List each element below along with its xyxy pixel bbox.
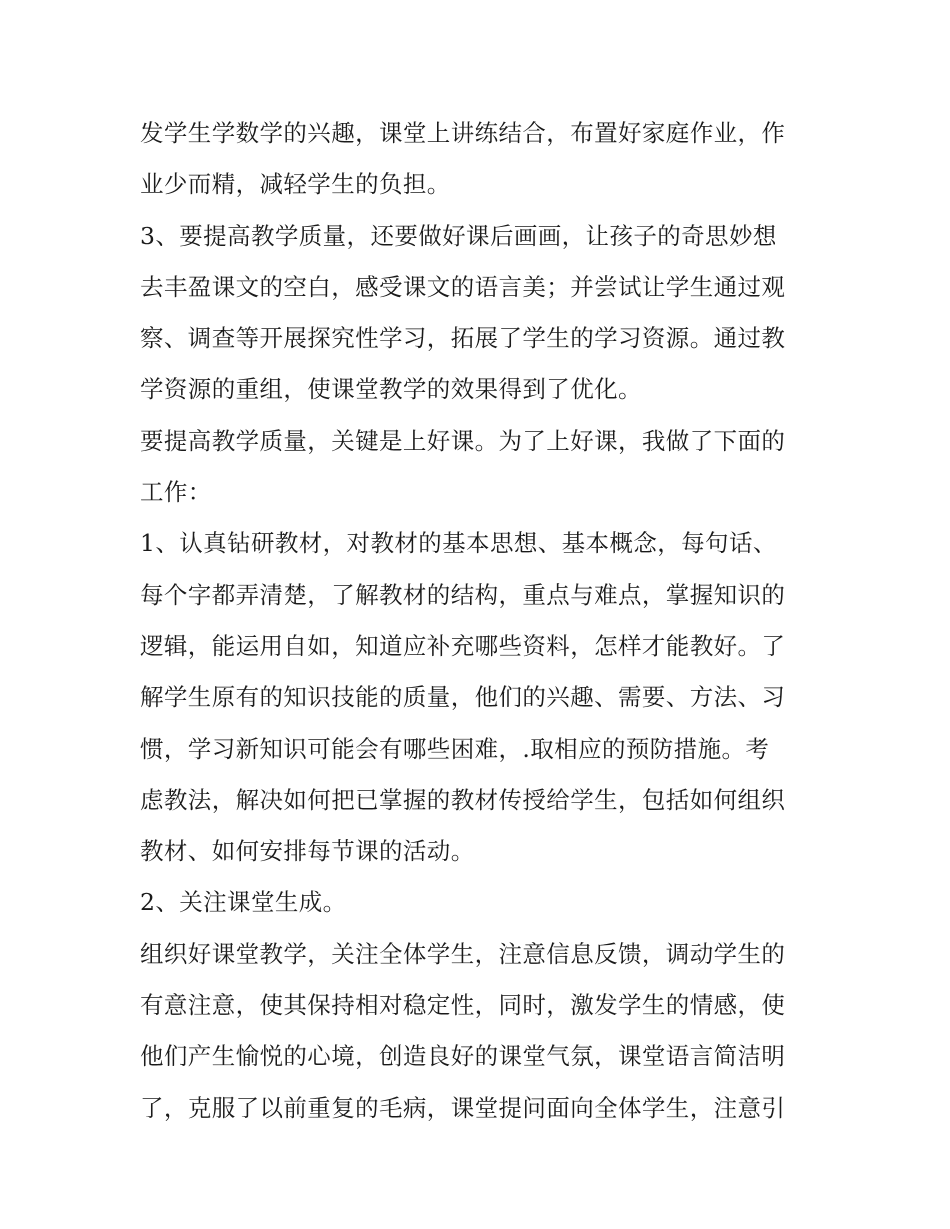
text-line: 3、要提高教学质量，还要做好课后画画，让孩子的奇思妙想 [140,221,777,250]
text-line: 察、调查等开展探究性学习，拓展了学生的学习资源。通过教 [140,324,786,353]
text-line: 有意注意，使其保持相对稳定性，同时，激发学生的情感，使 [140,991,786,1020]
text-line: 教材、如何安排每节课的活动。 [140,837,475,866]
text-line: 1、认真钻研教材，对教材的基本思想、基本概念，每句话、 [140,529,777,558]
text-line: 发学生学数学的兴趣，课堂上讲练结合，布置好家庭作业，作 [140,119,786,147]
text-line: 虑教法，解决如何把已掌握的教材传授给学生，包括如何组织 [140,785,786,814]
text-line: 他们产生愉悦的心境，创造良好的课堂气氛，课堂语言简洁明 [140,1042,786,1071]
body-text [140,108,820,1134]
text-line: 组织好课堂教学，关注全体学生，注意信息反馈，调动学生的 [140,939,786,968]
text-line: 工作： [140,478,212,507]
text-line: 要提高教学质量，关键是上好课。为了上好课，我做了下面的 [140,426,786,455]
text-line: 惯，学习新知识可能会有哪些困难，.取相应的预防措施。考 [140,734,770,763]
text-line: 2、关注课堂生成。 [140,888,347,917]
text-line: 了，克服了以前重复的毛病，课堂提问面向全体学生，注意引 [140,1093,786,1122]
text-line: 解学生原有的知识技能的质量，他们的兴趣、需要、方法、习 [140,683,786,712]
text-line: 每个字都弄清楚，了解教材的结构，重点与难点，掌握知识的 [140,580,786,609]
text-line: 去丰盈课文的空白，感受课文的语言美；并尝试让学生通过观 [140,272,786,301]
text-line: 业少而精，减轻学生的负担。 [140,170,451,199]
text-line: 学资源的重组，使课堂教学的效果得到了优化。 [140,375,642,404]
text-line: 逻辑，能运用自如，知道应补充哪些资料，怎样才能教好。了 [140,631,786,660]
